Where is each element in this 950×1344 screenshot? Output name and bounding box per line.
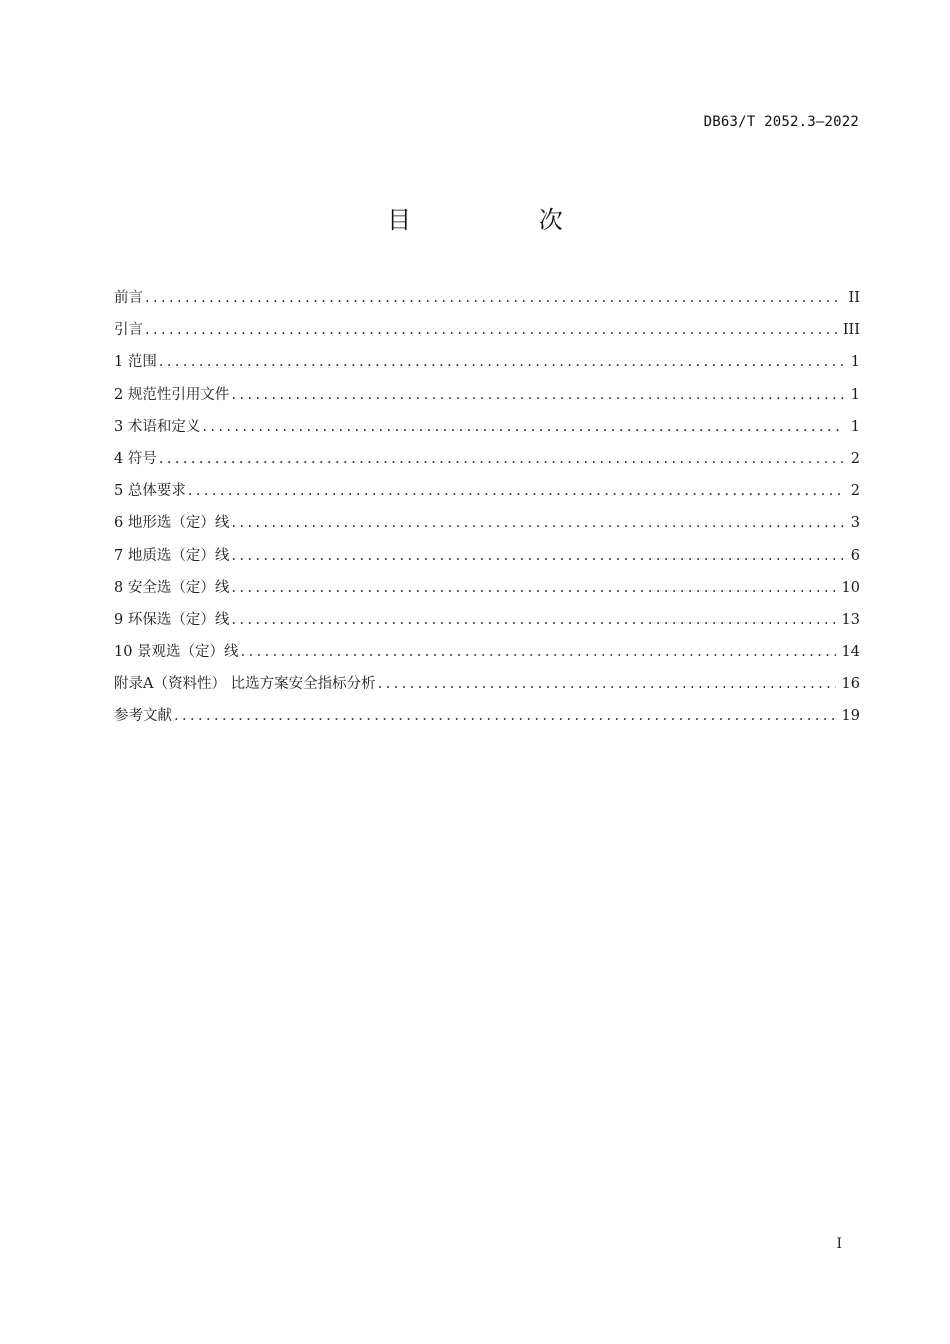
toc-entry-page: 1 bbox=[850, 354, 860, 371]
table-of-contents bbox=[114, 286, 860, 737]
toc-dot-leader bbox=[159, 447, 844, 471]
toc-entry-label: 5 总体要求 bbox=[114, 483, 186, 500]
standard-code: DB63/T 2052.3—2022 bbox=[703, 114, 859, 130]
toc-entry-page: 1 bbox=[850, 386, 860, 403]
toc-entry-terms-definitions[interactable] bbox=[114, 415, 860, 447]
page-number: I bbox=[836, 1236, 842, 1252]
toc-dot-leader bbox=[231, 383, 844, 407]
toc-entry-label: 7 地质选（定）线 bbox=[114, 547, 230, 564]
toc-entry-label: 前言 bbox=[114, 290, 143, 306]
toc-entry-label: 6 地形选（定）线 bbox=[114, 515, 230, 532]
toc-entry-environment-route[interactable] bbox=[114, 608, 860, 640]
toc-entry-label: 1 范围 bbox=[114, 354, 157, 371]
toc-entry-label: 8 安全选（定）线 bbox=[114, 579, 230, 596]
toc-entry-safety-route[interactable] bbox=[114, 576, 860, 608]
toc-entry-normative-references[interactable] bbox=[114, 383, 860, 415]
toc-entry-foreword[interactable] bbox=[114, 286, 860, 318]
toc-entry-label: 4 符号 bbox=[114, 450, 157, 467]
toc-entry-terrain-route[interactable] bbox=[114, 511, 860, 543]
toc-dot-leader bbox=[202, 415, 844, 439]
toc-entry-page: 1 bbox=[850, 418, 860, 435]
toc-entry-introduction[interactable] bbox=[114, 318, 860, 350]
toc-dot-leader bbox=[188, 479, 844, 503]
toc-entry-bibliography[interactable] bbox=[114, 704, 860, 736]
toc-dot-leader bbox=[378, 672, 836, 696]
toc-entry-label: 9 环保选（定）线 bbox=[114, 611, 230, 628]
toc-entry-scope[interactable] bbox=[114, 350, 860, 382]
toc-entry-page: 2 bbox=[850, 483, 860, 500]
page-title: 目 次 bbox=[387, 206, 623, 234]
toc-dot-leader bbox=[231, 511, 844, 535]
toc-entry-label: 引言 bbox=[114, 322, 143, 339]
toc-entry-label: 附录A（资料性） 比选方案安全指标分析 bbox=[114, 676, 376, 693]
toc-entry-page: 13 bbox=[841, 611, 860, 628]
toc-entry-label: 10 景观选（定）线 bbox=[114, 644, 239, 661]
toc-entry-page: 6 bbox=[850, 547, 860, 564]
toc-entry-page: III bbox=[842, 322, 860, 339]
toc-dot-leader bbox=[145, 286, 843, 310]
toc-dot-leader bbox=[241, 640, 836, 664]
toc-entry-label: 参考文献 bbox=[114, 708, 172, 725]
toc-entry-appendix-a[interactable] bbox=[114, 672, 860, 704]
toc-dot-leader bbox=[231, 576, 835, 600]
toc-entry-label: 3 术语和定义 bbox=[114, 418, 201, 435]
toc-entry-geology-route[interactable] bbox=[114, 544, 860, 576]
toc-entry-page: II bbox=[848, 290, 860, 306]
toc-entry-page: 2 bbox=[850, 450, 860, 467]
toc-entry-label: 2 规范性引用文件 bbox=[114, 386, 230, 403]
toc-entry-page: 10 bbox=[841, 579, 860, 596]
toc-entry-landscape-route[interactable] bbox=[114, 640, 860, 672]
toc-dot-leader bbox=[174, 704, 836, 728]
toc-entry-page: 14 bbox=[841, 644, 860, 661]
toc-entry-symbols[interactable] bbox=[114, 447, 860, 479]
toc-entry-page: 19 bbox=[841, 708, 860, 725]
toc-entry-page: 3 bbox=[850, 515, 860, 532]
toc-entry-general-requirements[interactable] bbox=[114, 479, 860, 511]
toc-entry-page: 16 bbox=[841, 676, 860, 693]
toc-dot-leader bbox=[231, 544, 844, 568]
toc-dot-leader bbox=[159, 350, 844, 374]
toc-dot-leader bbox=[145, 318, 837, 342]
toc-dot-leader bbox=[231, 608, 835, 632]
